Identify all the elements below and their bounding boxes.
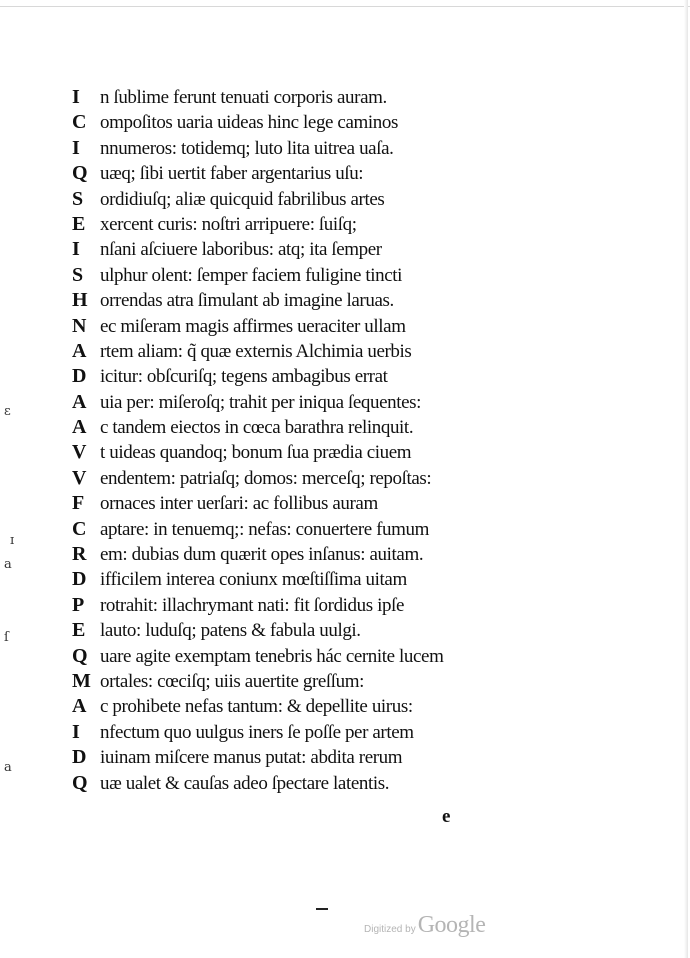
line-text: t uideas quandoq; bonum ſua prædia ciuem [100,442,412,464]
poem-line [72,645,532,670]
poem-line [72,543,532,568]
line-initial: N [72,314,87,337]
poem-line [72,568,532,593]
line-initial: P [72,593,84,616]
line-initial: I [72,86,80,108]
poem-line [72,594,532,619]
line-initial: D [72,365,87,388]
line-initial: V [72,466,87,489]
line-initial: I [72,136,80,159]
line-initial: S [72,187,83,210]
margin-mark: a [4,760,12,775]
line-initial: I [72,720,80,743]
line-text: uæq; ſibi uertit faber argentarius uſu: [100,163,364,185]
line-text: uia per: miſeroſq; trahit per iniqua ſequentes: [100,391,421,413]
poem-line [72,188,532,213]
margin-mark: ſ [4,630,9,645]
line-text: xercent curis: noſtri arripuere: ſuiſq; [100,213,357,235]
line-initial: F [72,492,84,515]
line-text: ortales: cœciſq; uiis auertite greſſum: [100,670,365,692]
line-text: aptare: in tenuemq;: nefas: conuertere fumum [100,518,430,540]
poem-line [72,289,532,314]
line-text: ompoſitos uaria uideas hinc lege caminos [100,112,398,134]
line-initial: A [72,390,87,413]
line-initial: I [72,238,80,261]
poem-line [72,518,532,543]
printer-dash [316,908,328,910]
line-text: ifficilem interea coniunx mœſtiſſima uitam [100,569,407,591]
signature-mark: e [442,806,451,827]
line-initial: Q [72,644,88,667]
line-text: lauto: luduſq; patens & fabula uulgi. [100,620,361,642]
line-text: icitur: obſcuriſq; tegens ambagibus errat [100,366,388,388]
line-text: ec miſeram magis affirmes ueraciter ullam [100,315,406,337]
line-initial: H [72,289,88,312]
line-initial: E [72,212,85,235]
line-text: rotrahit: illachrymant nati: fit ſordidus ipſe [100,594,404,616]
poem-line [72,492,532,517]
line-text: nfectum quo uulgus iners ſe poſſe per artem [100,721,414,743]
poem-line [72,416,532,441]
poem-line [72,137,532,162]
poem-line [72,441,532,466]
line-initial: A [72,339,87,362]
poem-line [72,315,532,340]
poem-line [72,619,532,644]
poem-line [72,721,532,746]
poem-line [72,670,532,695]
line-initial: A [72,416,87,439]
line-initial: D [72,568,87,591]
line-initial: S [72,263,83,286]
line-text: nnumeros: totidemq; luto lita uitrea uaſa. [100,137,394,159]
poem-line [72,340,532,365]
line-initial: R [72,543,87,566]
watermark-prefix: Digitized by [364,924,416,935]
google-logo: Google [417,912,486,938]
line-initial: C [72,111,87,134]
poem-line [72,365,532,390]
line-text: ordidiuſq; aliæ quicquid fabrilibus artes [100,188,385,210]
poem-line [72,111,532,136]
line-initial: D [72,746,87,769]
line-initial: E [72,619,85,642]
poem-line [72,695,532,720]
line-text: c tandem eiectos in cœca barathra relinquit. [100,417,414,439]
margin-mark: ɛ [4,404,11,419]
poem-line [72,213,532,238]
line-text: c prohibete nefas tantum: & depellite uirus: [100,696,413,718]
line-initial: C [72,517,87,540]
page-top-edge [0,0,690,7]
line-initial: Q [72,162,88,185]
poem-line [72,86,532,111]
line-text: uare agite exemptam tenebris hác cernite lucem [100,645,444,667]
poem-line [72,391,532,416]
line-text: iuinam miſcere manus putat: abdita rerum [100,747,403,769]
line-text: endentem: patriaſq; domos: merceſq; repoſtas: [100,467,432,489]
line-text: ornaces inter uerſari: ac follibus auram [100,493,378,515]
line-text: nſani aſciuere laboribus: atq; ita ſemper [100,239,382,261]
poem-text-block [72,86,532,797]
line-text: em: dubias dum quærit opes inſanus: auitam. [100,544,424,566]
poem-line [72,238,532,263]
page-gutter-shadow [684,0,688,958]
line-text: uæ ualet & cauſas adeo ſpectare latentis. [100,772,390,794]
line-initial: M [72,669,91,692]
line-text: ulphur olent: ſemper faciem fuligine tincti [100,264,403,286]
poem-line [72,772,532,797]
line-initial: Q [72,771,88,794]
poem-line [72,746,532,771]
line-text: n ſublime ferunt tenuati corporis auram. [100,87,387,108]
margin-mark: ɪ [10,533,15,548]
digitization-watermark [364,912,485,939]
poem-line [72,162,532,187]
line-initial: A [72,695,87,718]
poem-line [72,467,532,492]
margin-mark: a [4,557,12,572]
poem-line [72,264,532,289]
line-text: orrendas atra ſimulant ab imagine laruas. [100,290,394,312]
line-text: rtem aliam: q̃ quæ externis Alchimia uerbis [100,340,412,362]
line-initial: V [72,441,87,464]
